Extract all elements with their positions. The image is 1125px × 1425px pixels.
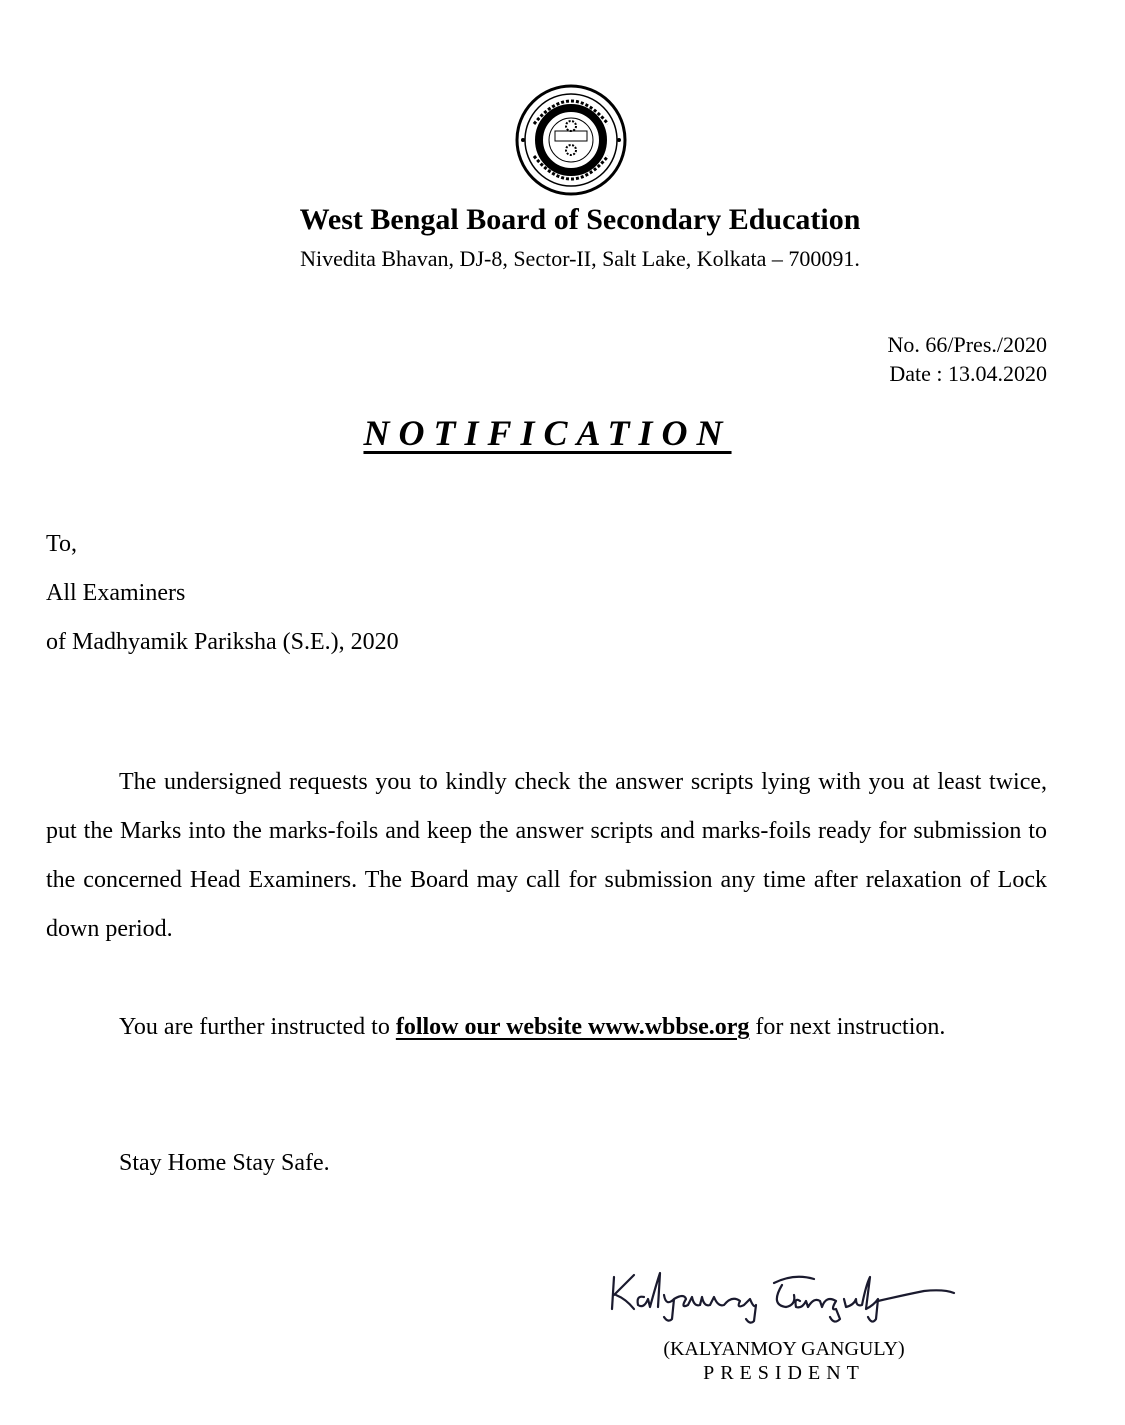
board-seal-icon bbox=[514, 84, 628, 196]
closing-line: Stay Home Stay Safe. bbox=[119, 1150, 330, 1176]
paragraph-text: The undersigned requests you to kindly check the answer scripts lying with you at least twice, put the Marks into the marks-foils and keep the answer scripts and marks-foils ready for submission to the concerned Head Examiners. The Board may call for submission any time after relaxation of Lock down period. bbox=[46, 769, 1047, 942]
website-link[interactable]: follow our website www.wbbse.org bbox=[395, 1014, 750, 1040]
body-paragraph-2 bbox=[46, 1003, 1047, 1052]
paragraph-text: You are further instructed to bbox=[119, 1014, 390, 1040]
body-paragraph-1 bbox=[46, 758, 1047, 954]
signature-image bbox=[604, 1265, 964, 1325]
addressee-block bbox=[46, 520, 399, 667]
notification-heading: NOTIFICATION bbox=[363, 413, 732, 453]
organization-name: West Bengal Board of Secondary Education bbox=[299, 203, 861, 236]
addressee-line: All Examiners bbox=[46, 580, 186, 606]
reference-block bbox=[888, 330, 1048, 388]
document-title bbox=[0, 412, 1095, 454]
signatory-name: (KALYANMOY GANGULY) bbox=[663, 1338, 905, 1360]
reference-date: Date : 13.04.2020 bbox=[889, 361, 1047, 386]
reference-number: No. 66/Pres./2020 bbox=[887, 332, 1047, 357]
addressee-line: of Madhyamik Pariksha (S.E.), 2020 bbox=[46, 629, 399, 655]
addressee-line: To, bbox=[46, 531, 77, 557]
signatory-designation: PRESIDENT bbox=[703, 1362, 865, 1384]
organization-address: Nivedita Bhavan, DJ-8, Sector-II, Salt Lake, Kolkata – 700091. bbox=[300, 246, 860, 271]
paragraph-text: for next instruction. bbox=[755, 1014, 946, 1040]
